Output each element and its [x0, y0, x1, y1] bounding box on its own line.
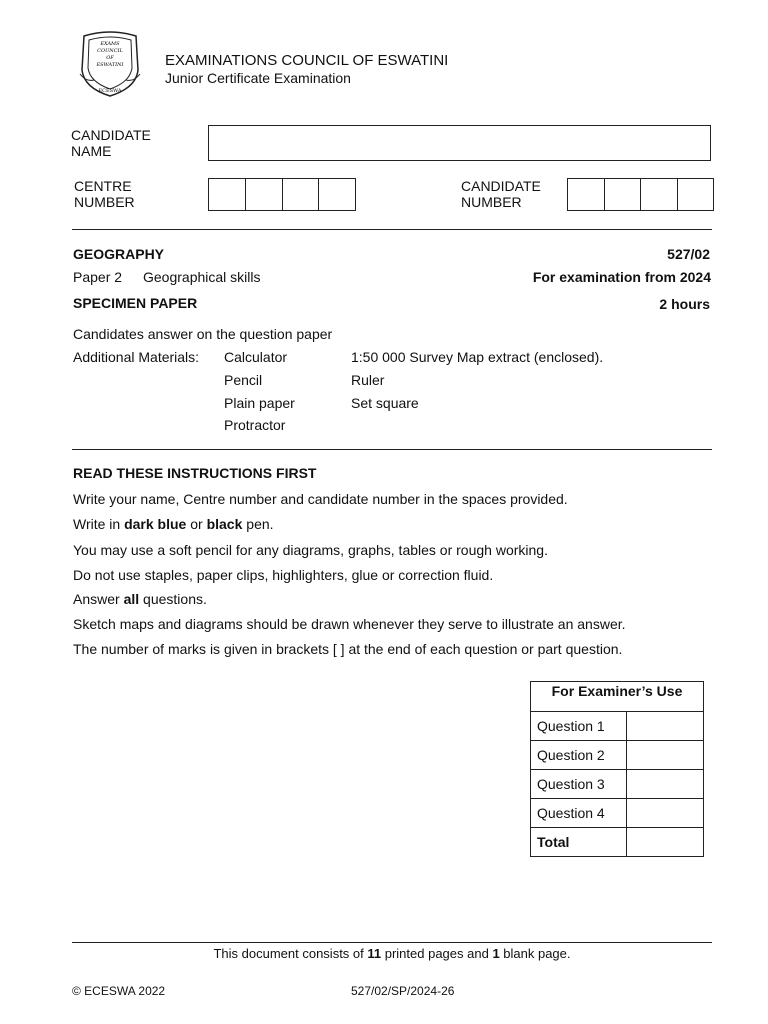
- page-count-note: This document consists of 11 printed pages and 1 blank page.: [213, 946, 571, 961]
- instruction-line: Sketch maps and diagrams should be drawn whenever they serve to illustrate an answer.: [73, 616, 626, 632]
- paper-title: Geographical skills: [143, 269, 261, 285]
- question-label: Question 4: [531, 799, 627, 828]
- centre-number-field[interactable]: [208, 178, 356, 211]
- svg-text:COUNCIL: COUNCIL: [97, 48, 123, 54]
- candidate-number-field[interactable]: [567, 178, 714, 211]
- svg-text:ECESWA: ECESWA: [98, 88, 122, 94]
- question-label: Question 1: [531, 712, 627, 741]
- exam-from: For examination from 2024: [532, 269, 711, 285]
- divider: [72, 942, 712, 943]
- mark-cell[interactable]: [627, 799, 704, 828]
- exam-name: Junior Certificate Examination: [165, 70, 351, 86]
- specimen-label: SPECIMEN PAPER: [73, 295, 198, 311]
- paper-number: Paper 2: [73, 269, 123, 285]
- svg-text:EXAMS: EXAMS: [100, 41, 120, 47]
- materials-label: Additional Materials:: [73, 349, 200, 365]
- table-row: [531, 799, 704, 828]
- material-item: Pencil: [224, 372, 263, 388]
- duration: 2 hours: [659, 296, 710, 312]
- question-label: Question 2: [531, 741, 627, 770]
- answer-note: Candidates answer on the question paper: [73, 326, 333, 342]
- instruction-line: The number of marks is given in brackets [ ] at the end of each question or part question.: [73, 641, 623, 657]
- instruction-line: Write in dark blue or black pen.: [73, 516, 274, 532]
- table-row: [531, 712, 704, 741]
- examiner-use-heading: For Examiner’s Use: [531, 682, 704, 712]
- council-name: EXAMINATIONS COUNCIL OF ESWATINI: [165, 52, 449, 69]
- digit-cell[interactable]: [605, 179, 642, 210]
- copyright: © ECESWA 2022: [72, 984, 166, 998]
- subject-title: GEOGRAPHY: [73, 246, 165, 262]
- document-reference: 527/02/SP/2024-26: [351, 984, 455, 998]
- mark-cell[interactable]: [627, 741, 704, 770]
- material-item: Plain paper: [224, 395, 295, 411]
- digit-cell[interactable]: [568, 179, 605, 210]
- svg-text:ESWATINI: ESWATINI: [96, 62, 124, 68]
- candidate-number-label: CANDIDATE NUMBER: [461, 178, 541, 210]
- digit-cell[interactable]: [319, 179, 355, 210]
- svg-text:OF: OF: [106, 55, 114, 61]
- instruction-line: Answer all questions.: [73, 591, 207, 607]
- centre-number-label: CENTRE NUMBER: [74, 178, 135, 210]
- digit-cell[interactable]: [641, 179, 678, 210]
- table-row: [531, 741, 704, 770]
- instruction-line: Do not use staples, paper clips, highlighters, glue or correction fluid.: [73, 567, 494, 583]
- question-label: Question 3: [531, 770, 627, 799]
- material-item: 1:50 000 Survey Map extract (enclosed).: [351, 349, 604, 365]
- digit-cell[interactable]: [678, 179, 714, 210]
- instruction-line: Write your name, Centre number and candidate number in the spaces provided.: [73, 491, 568, 507]
- examiner-use-table: [530, 681, 704, 857]
- digit-cell[interactable]: [246, 179, 283, 210]
- paper-code: 527/02: [667, 246, 710, 262]
- instructions-heading: READ THESE INSTRUCTIONS FIRST: [73, 465, 317, 481]
- material-item: Calculator: [224, 349, 288, 365]
- table-row: [531, 770, 704, 799]
- candidate-name-label: CANDIDATE NAME: [71, 127, 151, 159]
- candidate-name-field[interactable]: [208, 125, 711, 161]
- divider: [72, 229, 712, 230]
- digit-cell[interactable]: [209, 179, 246, 210]
- total-label: Total: [531, 828, 627, 857]
- material-item: Ruler: [351, 372, 385, 388]
- instruction-line: You may use a soft pencil for any diagrams, graphs, tables or rough working.: [73, 542, 548, 558]
- divider: [72, 449, 712, 450]
- mark-cell[interactable]: [627, 712, 704, 741]
- material-item: Protractor: [224, 417, 286, 433]
- table-row: [531, 828, 704, 857]
- material-item: Set square: [351, 395, 419, 411]
- total-cell[interactable]: [627, 828, 704, 857]
- mark-cell[interactable]: [627, 770, 704, 799]
- digit-cell[interactable]: [283, 179, 320, 210]
- council-logo: [76, 30, 144, 98]
